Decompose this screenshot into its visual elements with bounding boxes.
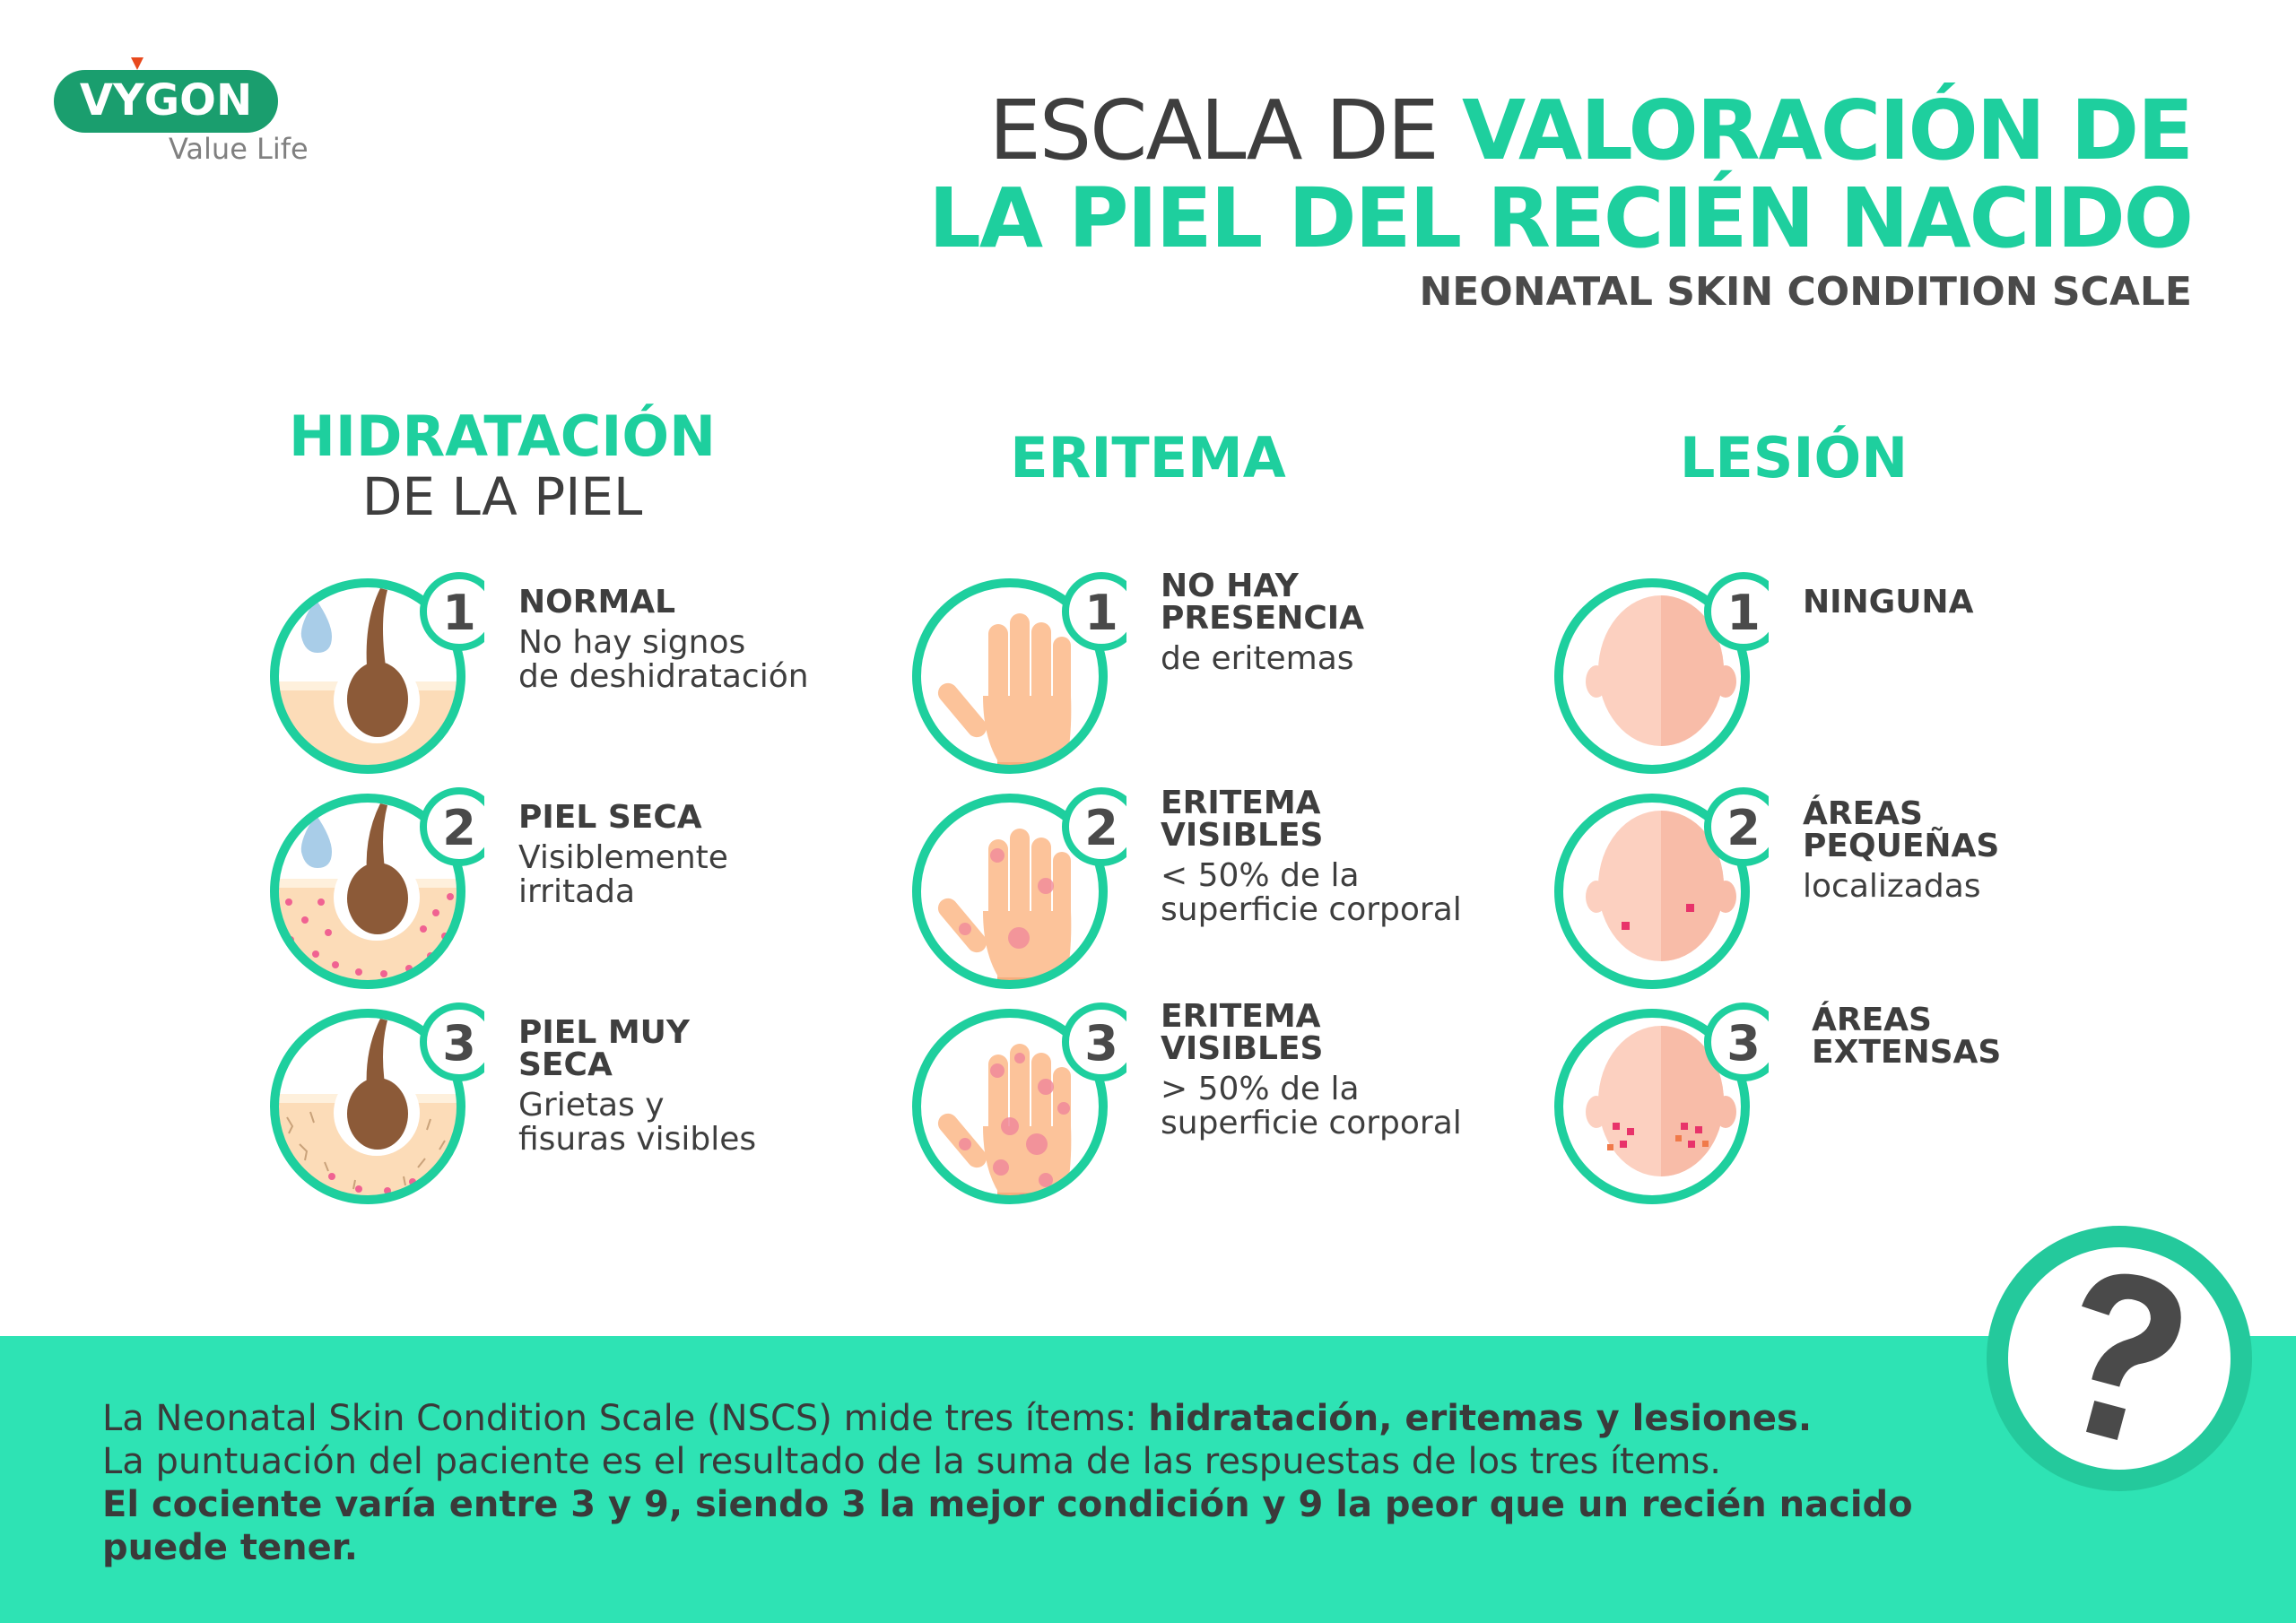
item-title: ERITEMA VISIBLES <box>1161 998 1324 1067</box>
question-mark-badge <box>1980 1219 2258 1497</box>
heading-main: LESIÓN <box>1679 425 1909 490</box>
item-title: NORMAL <box>518 584 676 621</box>
column-heading-eritema <box>933 427 1363 490</box>
hair-follicle-icon <box>269 785 484 1001</box>
scale-number: 3 <box>442 1015 476 1072</box>
footer-line1-bold: hidratación, eritemas y lesiones. <box>1148 1398 1813 1439</box>
hand-icon <box>911 785 1126 1001</box>
item-desc-line: < 50% de la <box>1161 857 1360 894</box>
title-line1-plain: ESCALA DE <box>988 82 1438 178</box>
item-desc-line: de deshidratación <box>518 658 809 695</box>
item-text <box>518 586 809 694</box>
baby-head-icon <box>1553 570 1769 785</box>
question-mark-icon <box>1980 1219 2258 1497</box>
scale-number: 1 <box>1084 585 1118 641</box>
brand-tagline: Value Life <box>169 132 309 166</box>
item-text <box>1812 1004 2009 1069</box>
page-subtitle: NEONATAL SKIN CONDITION SCALE <box>1419 269 2192 315</box>
scale-item-lesion-3 <box>1553 1001 2163 1207</box>
item-title: ERITEMA VISIBLES <box>1161 785 1324 854</box>
scale-number: 3 <box>1726 1015 1761 1072</box>
item-title: PIEL MUY SECA <box>518 1014 690 1083</box>
item-desc-line: irritada <box>518 873 636 910</box>
item-title: NINGUNA <box>1803 584 1974 621</box>
brand-logo <box>52 56 321 172</box>
scale-item-eritema-3 <box>911 998 1521 1207</box>
scale-number: 1 <box>1726 585 1761 641</box>
scale-item-lesion-2 <box>1553 785 2163 992</box>
item-desc-line: Visiblemente <box>518 839 728 876</box>
item-text <box>1161 787 1462 927</box>
heading-sub: DE LA PIEL <box>361 466 643 527</box>
scale-item-lesion-1 <box>1553 570 2163 777</box>
scale-item-hidratacion-3 <box>269 1001 879 1207</box>
hair-follicle-icon <box>269 1001 484 1216</box>
item-desc-line: No hay signos <box>518 624 746 661</box>
item-desc-line: localizadas <box>1803 868 1981 905</box>
baby-head-icon <box>1553 1001 1769 1216</box>
baby-head-icon <box>1553 785 1769 1001</box>
heading-main: HIDRATACIÓN <box>289 404 716 469</box>
item-title: PIEL SECA <box>518 799 702 836</box>
title-line2: LA PIEL DEL RECIÉN NACIDO <box>928 170 2192 266</box>
footer-line3-bold: El cociente varía entre 3 y 9, siendo 3 la mejor condición y 9 la peor que un recién nacido puede tener. <box>102 1484 1913 1568</box>
scale-number: 2 <box>1084 800 1118 856</box>
item-title: NO HAY PRESENCIA <box>1161 568 1365 637</box>
footer-line2: La puntuación del paciente es el resultado de la suma de las respuestas de los tres ítems. <box>102 1441 1721 1482</box>
column-heading-lesion <box>1578 427 2009 490</box>
scale-number: 2 <box>1726 800 1761 856</box>
item-desc-line: > 50% de la <box>1161 1071 1360 1107</box>
scale-item-hidratacion-2 <box>269 785 879 992</box>
scale-item-eritema-2 <box>911 785 1521 992</box>
item-text <box>1803 586 1973 619</box>
hand-icon <box>911 570 1126 785</box>
hair-follicle-icon <box>269 570 484 785</box>
scale-number: 3 <box>1084 1015 1118 1072</box>
scale-number: 1 <box>442 585 476 641</box>
footer-banner <box>0 1336 2296 1623</box>
item-desc-line: fisuras visibles <box>518 1121 757 1158</box>
column-heading-hidratacion <box>269 405 735 525</box>
page-title <box>928 82 2192 315</box>
title-line1-highlight: VALORACIÓN DE <box>1462 82 2192 178</box>
item-text <box>1161 998 1462 1141</box>
item-desc-line: superficie corporal <box>1161 1105 1462 1141</box>
footer-line1: La Neonatal Skin Condition Scale (NSCS) mide tres ítems: <box>102 1398 1137 1439</box>
footer-text <box>102 1397 1914 1569</box>
scale-item-hidratacion-1 <box>269 570 879 777</box>
item-text <box>1161 568 1365 677</box>
item-text <box>518 1014 757 1158</box>
heading-main: ERITEMA <box>1010 425 1286 490</box>
item-desc-line: superficie corporal <box>1161 891 1462 928</box>
hand-icon <box>911 1001 1126 1216</box>
item-text <box>518 799 728 910</box>
item-title: ÁREAS EXTENSAS <box>1812 1002 2002 1071</box>
scale-number: 2 <box>442 800 476 856</box>
item-desc-line: de eritemas <box>1161 640 1354 677</box>
brand-name: VYGON <box>79 75 253 126</box>
item-text <box>1803 795 2000 905</box>
scale-item-eritema-1 <box>911 570 1521 777</box>
item-title: ÁREAS PEQUEÑAS <box>1803 795 2000 864</box>
item-desc-line: Grietas y <box>518 1087 665 1124</box>
